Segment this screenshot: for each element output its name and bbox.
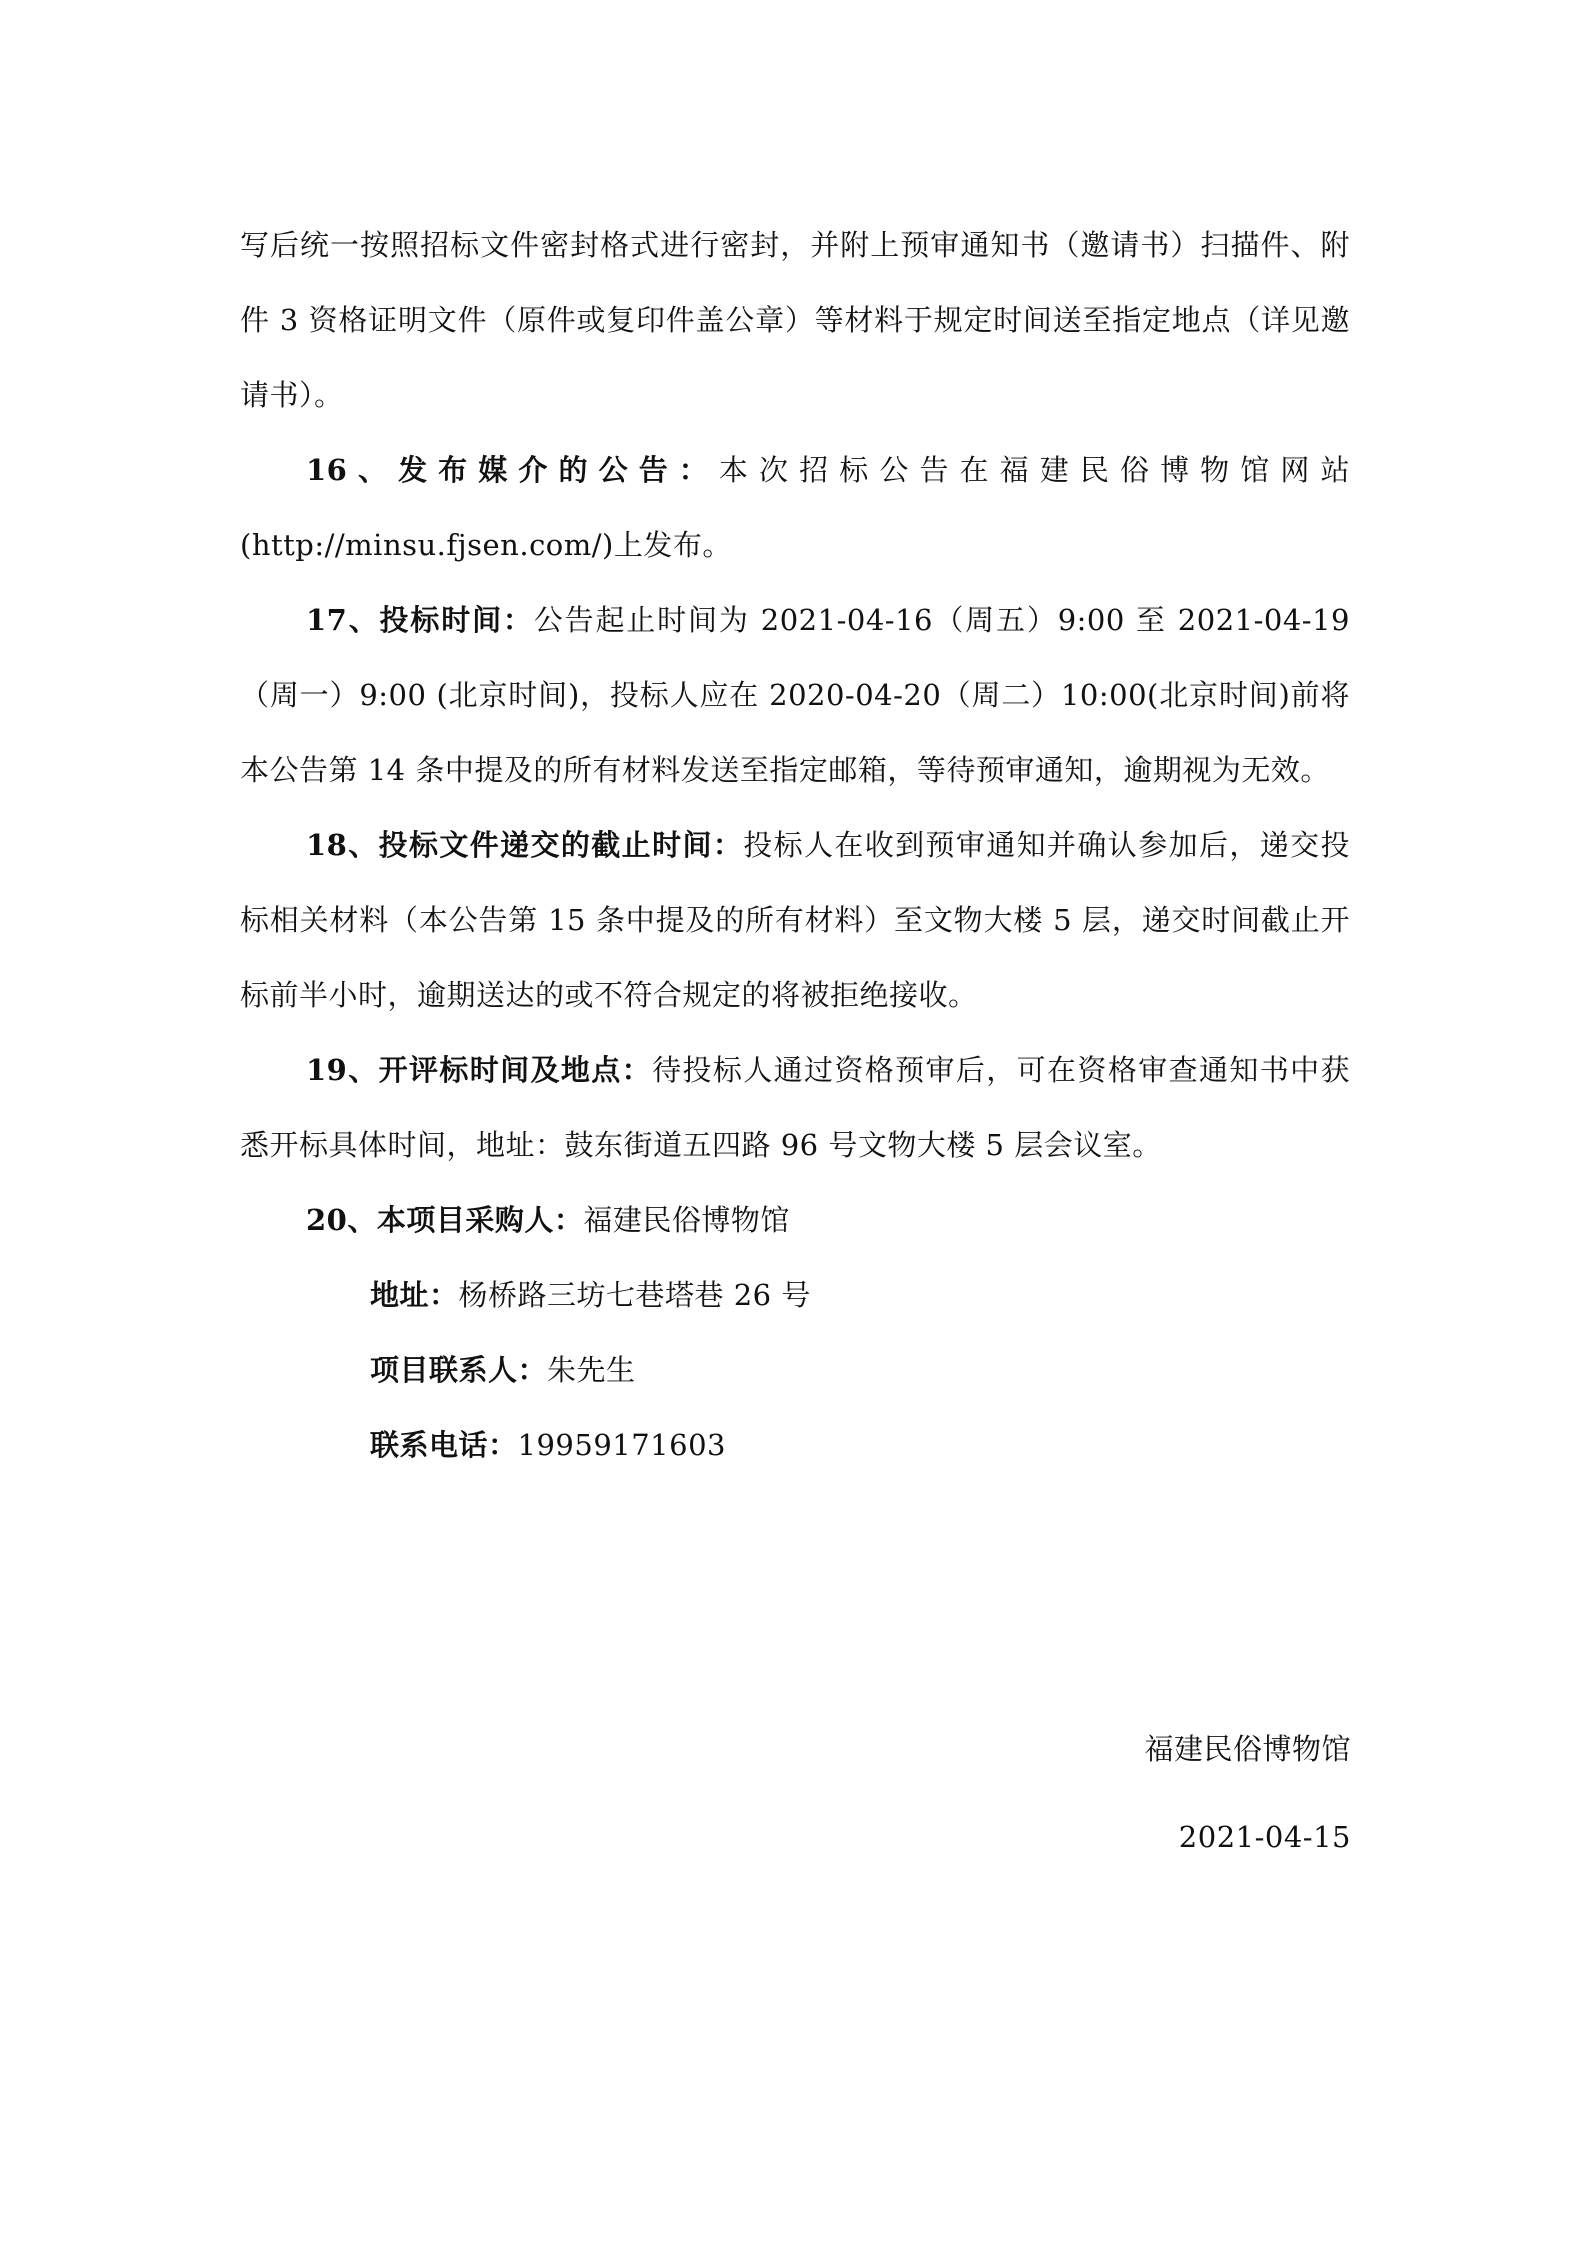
purchaser-contact [240, 1333, 1350, 1408]
address-value: 杨桥路三坊七巷塔巷 26 号 [458, 1278, 811, 1312]
signature-block [851, 1705, 1351, 1881]
item-20-text: 福建民俗博物馆 [583, 1203, 790, 1237]
phone-value: 19959171603 [517, 1428, 726, 1462]
phone-label: 联系电话： [370, 1428, 518, 1462]
item-20-label: 20、本项目采购人： [306, 1203, 584, 1237]
signature-date: 2021-04-15 [1178, 1820, 1351, 1854]
item-16-paragraph [240, 433, 1350, 583]
item-18-paragraph [240, 808, 1350, 1033]
item-16-label: 16、发布媒介的公告： [306, 453, 719, 487]
notice-body [240, 208, 1350, 1483]
item-20-paragraph [240, 1183, 1350, 1258]
item-17-label: 17、投标时间： [306, 603, 534, 637]
item-18-label: 18、投标文件递交的截止时间： [306, 828, 744, 862]
contact-label: 项目联系人： [370, 1353, 548, 1387]
purchaser-phone [240, 1408, 1350, 1483]
item-19-paragraph [240, 1033, 1350, 1183]
address-label: 地址： [370, 1278, 459, 1312]
item-17-paragraph [240, 583, 1350, 808]
item-18-text: 投标人在收到预审通知并确认参加后，递交投标相关材料（本公告第 15 条中提及的所有材料）至文物大楼 5 层，递交时间截止开标前半小时，逾期送达的或不符合规定的将被拒绝接收。 [240, 828, 1350, 1012]
item-19-label: 19、开评标时间及地点： [306, 1053, 653, 1087]
continuation-text: 写后统一按照招标文件密封格式进行密封，并附上预审通知书（邀请书）扫描件、附件 3 资格证明文件（原件或复印件盖公章）等材料于规定时间送至指定地点（详见邀请书）。 [240, 228, 1350, 412]
item-16-text: 本次招标公告在福建民俗博物馆网站(http://minsu.fjsen.com/)上发布。 [240, 453, 1350, 562]
purchaser-address [240, 1258, 1350, 1333]
signature-organization: 福建民俗博物馆 [1144, 1732, 1351, 1766]
item-17-text: 公告起止时间为 2021-04-16（周五）9:00 至 2021-04-19（周一）9:00 (北京时间)，投标人应在 2020-04-20（周二）10:00(北京时间)前将本公告第 14 条中提及的所有材料发送至指定邮箱，等待预审通知，逾期视为无效。 [240, 603, 1350, 787]
continuation-paragraph [240, 208, 1350, 433]
item-19-text: 待投标人通过资格预审后，可在资格审查通知书中获悉开标具体时间，地址：鼓东街道五四路 96 号文物大楼 5 层会议室。 [240, 1053, 1350, 1162]
contact-value: 朱先生 [547, 1353, 636, 1387]
